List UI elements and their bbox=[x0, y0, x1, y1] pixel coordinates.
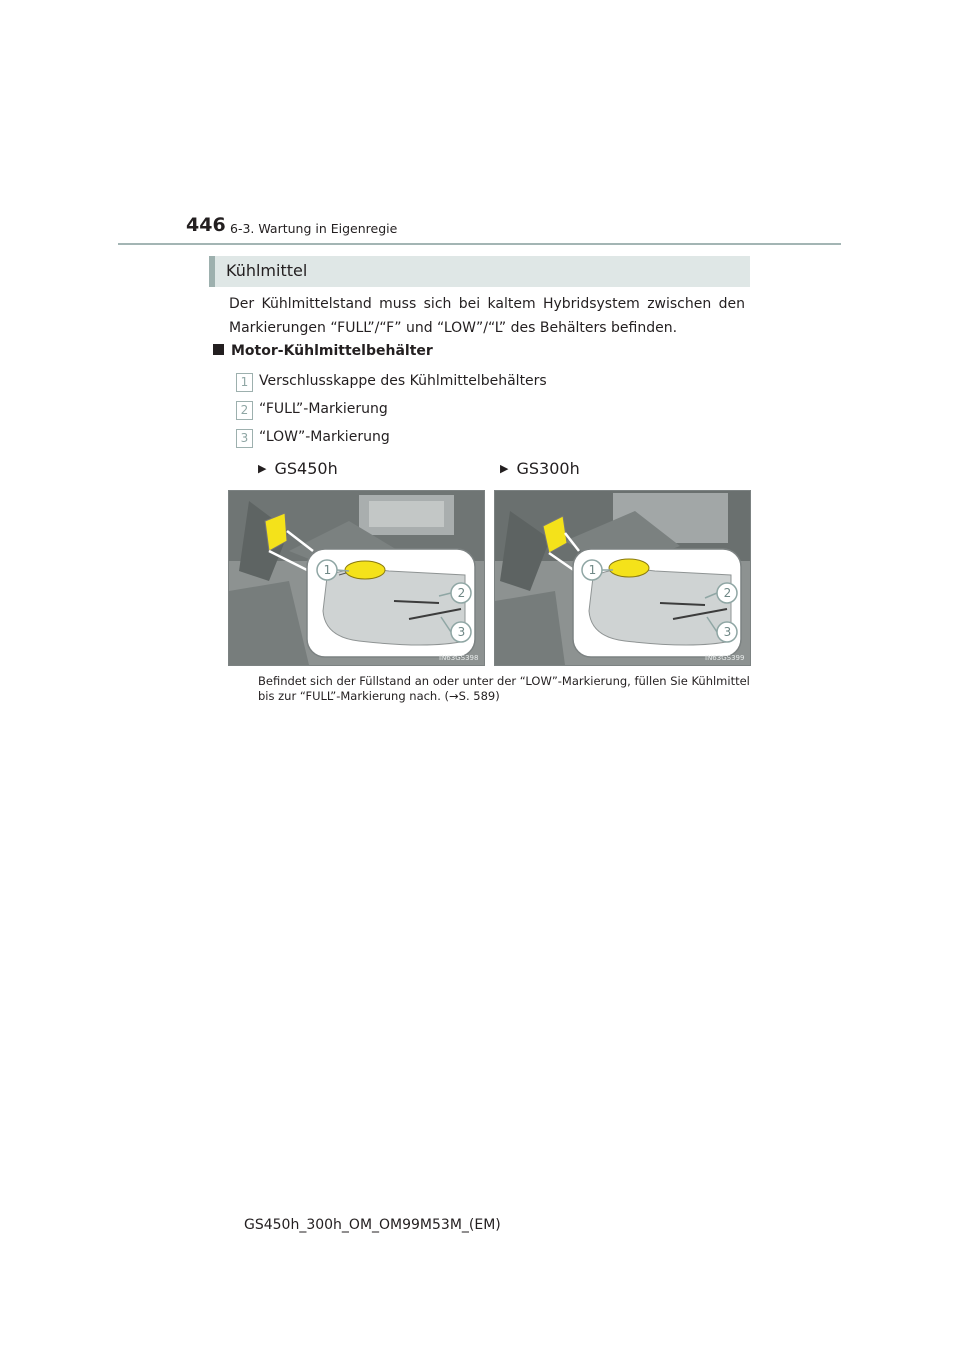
triangle-right-icon: ▶ bbox=[500, 462, 509, 475]
callout-1: 1 bbox=[323, 563, 332, 577]
figure-caption: Befindet sich der Füllstand an oder unter der “LOW”-Markierung, füllen Sie Kühlmittel bis zur “FULL”-Markierung nach. (→S. 589) bbox=[258, 674, 750, 703]
image-code: IN63GS398 bbox=[439, 654, 479, 662]
variant-label-gs450h bbox=[258, 459, 338, 478]
black-square-icon bbox=[213, 344, 224, 355]
callout-2: 2 bbox=[457, 586, 466, 600]
section-title-accent bbox=[209, 256, 215, 287]
callout-1: 1 bbox=[588, 563, 597, 577]
subheading bbox=[213, 343, 433, 359]
variant-label-text: GS300h bbox=[516, 459, 580, 478]
item-number-badge: 2 bbox=[236, 401, 253, 420]
callout-2: 2 bbox=[723, 586, 732, 600]
item-text: Verschlusskappe des Kühlmittelbehälters bbox=[259, 373, 547, 389]
item-text: “FULL”-Markierung bbox=[259, 401, 388, 417]
callout-3: 3 bbox=[457, 625, 466, 639]
image-code: IN63GS399 bbox=[705, 654, 745, 662]
item-text: “LOW”-Markierung bbox=[259, 429, 390, 445]
variant-label-gs300h bbox=[500, 459, 580, 478]
footer-document-id: GS450h_300h_OM_OM99M53M_(EM) bbox=[244, 1217, 501, 1233]
callout-3: 3 bbox=[723, 625, 732, 639]
engine-photo-gs450h bbox=[228, 490, 485, 666]
header-rule bbox=[118, 243, 841, 245]
item-number-badge: 3 bbox=[236, 429, 253, 448]
triangle-right-icon: ▶ bbox=[258, 462, 267, 475]
variant-label-text: GS450h bbox=[274, 459, 338, 478]
page-number: 446 bbox=[186, 214, 226, 236]
section-title: Kühlmittel bbox=[226, 261, 308, 280]
subheading-text: Motor-Kühlmittelbehälter bbox=[231, 343, 433, 359]
intro-paragraph: Der Kühlmittelstand muss sich bei kaltem Hybridsystem zwischen den Markierungen “FULL”/“F” und “LOW”/“L” des Behälters befinden. bbox=[229, 296, 745, 336]
section-reference: 6-3. Wartung in Eigenregie bbox=[230, 221, 398, 236]
engine-photo-gs300h bbox=[494, 490, 751, 666]
item-number-badge: 1 bbox=[236, 373, 253, 392]
